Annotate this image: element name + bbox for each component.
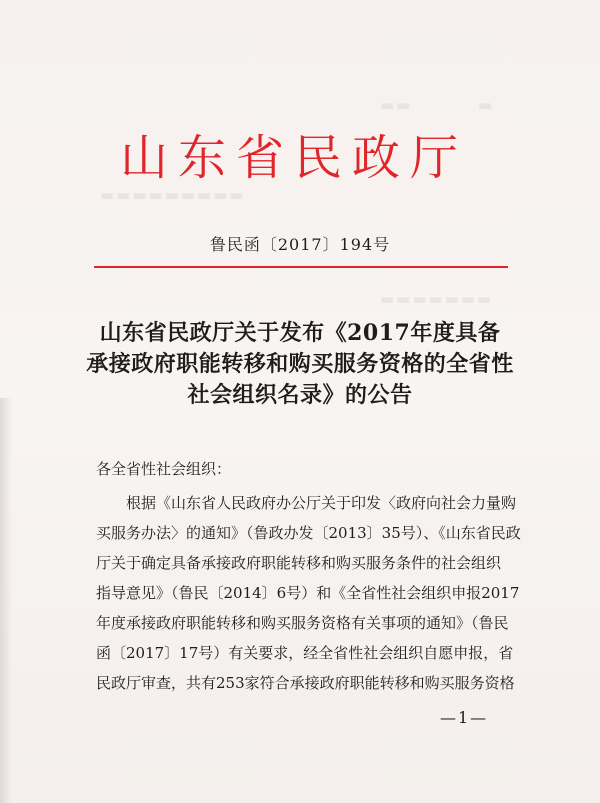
bleed-through-mark: ▬▬▬▬▬▬▬ — [380, 290, 494, 308]
body-line: 指导意见》（鲁民〔2014〕6号）和《全省性社会组织申报2017 — [96, 584, 520, 602]
body-line: 函〔2017〕17号）有关要求，经全省性社会组织自愿申报，省 — [96, 644, 514, 662]
bleed-through-mark: ▬▬▬▬▬▬▬▬▬ — [100, 186, 246, 204]
body-line: 民政厅审查，共有253家符合承接政府职能转移和购买服务资格 — [96, 674, 515, 692]
notice-title-line: 山东省民政厅关于发布《2017年度具备 — [99, 320, 501, 346]
notice-title — [60, 318, 540, 411]
document-number: 鲁民函〔2017〕194号 — [209, 235, 391, 254]
bleed-through-mark: ▬▬ — [380, 96, 413, 114]
salutation: 各全省性社会组织： — [96, 460, 232, 478]
page-number: —1— — [440, 708, 489, 727]
body-line: 厅关于确定具备承接政府职能转移和购买服务条件的社会组织 — [96, 554, 502, 572]
notice-title-line: 社会组织名录》的公告 — [187, 382, 413, 408]
body-line: 根据《山东省人民政府办公厅关于印发〈政府向社会力量购 — [126, 494, 517, 512]
red-divider-line — [94, 266, 508, 268]
body-line: 年度承接政府职能转移和购买服务资格有关事项的通知》（鲁民 — [96, 614, 509, 632]
issuing-authority-title: 山东省民政厅 — [120, 130, 469, 186]
bleed-through-mark: ▬ — [478, 96, 495, 114]
notice-title-line: 承接政府职能转移和购买服务资格的全省性 — [86, 351, 514, 377]
body-paragraph — [96, 488, 521, 698]
body-line: 买服务办法〉的通知》（鲁政办发〔2013〕35号）、《山东省民政 — [96, 524, 521, 542]
scan-edge-shadow — [0, 398, 12, 803]
